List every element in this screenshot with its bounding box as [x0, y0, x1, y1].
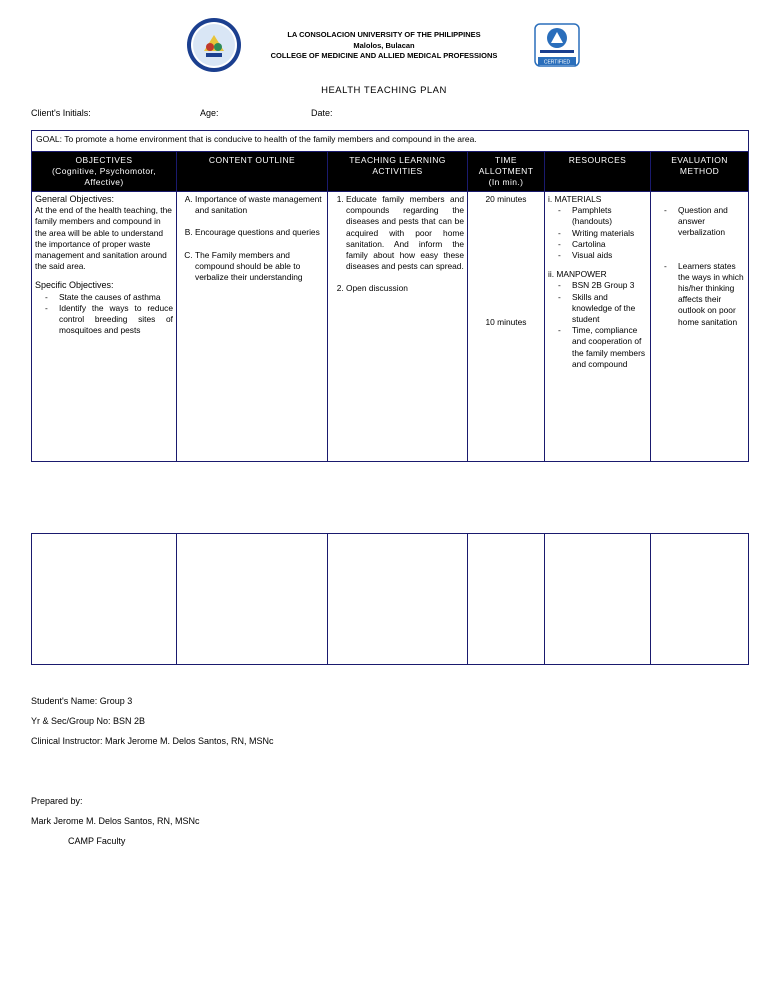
time-value: 20 minutes	[485, 194, 527, 204]
materials-list	[548, 205, 647, 261]
header-evaluation-method-text: EVALUATION METHOD	[671, 155, 728, 176]
blank-cell	[468, 534, 545, 665]
header-content-outline	[177, 152, 328, 192]
list-item: - Pamphlets (handouts)	[572, 205, 647, 227]
clinical-instructor: Clinical Instructor: Mark Jerome M. Delos Santos, RN, MSNc	[31, 736, 274, 746]
header-objectives-text: OBJECTIVES (Cognitive, Psychomotor, Affective)	[51, 155, 157, 187]
blank-cell	[545, 534, 651, 665]
time-allotment-cell	[468, 192, 545, 462]
header-resources-text: RESOURCES	[568, 155, 627, 165]
manpower-list	[548, 280, 647, 370]
general-objectives-text: At the end of the health teaching, the family members and compound in the area will be able to understand the importance of proper waste management and sanitation around the said area.	[35, 205, 172, 272]
materials-title: i. MATERIALS	[548, 194, 602, 204]
svg-text:CERTIFIED: CERTIFIED	[543, 59, 571, 66]
institution-header	[250, 30, 518, 62]
list-item: - Writing materials	[572, 228, 647, 239]
list-item: 2. Open discussion	[346, 283, 464, 294]
list-item: - Question and answer verbalization	[678, 205, 745, 239]
university-location: Malolos, Bulacan	[353, 40, 415, 50]
student-name: Student's Name: Group 3	[31, 696, 133, 706]
year-section: Yr & Sec/Group No: BSN 2B	[31, 716, 146, 726]
list-item: - Time, compliance and cooperation of the family members and compound	[572, 325, 647, 370]
list-item: C. The Family members and compound should be able to verbalize their understanding	[195, 250, 324, 284]
tuv-certified-badge-icon	[534, 23, 580, 67]
header-content-outline-text: CONTENT OUTLINE	[208, 155, 296, 165]
evaluation-method-cell	[651, 192, 749, 462]
content-outline-list	[180, 194, 324, 283]
list-item: - Identify the ways to reduce control breeding sites of mosquitoes and pests	[59, 303, 173, 337]
header-time-allotment-text: TIME ALLOTMENT (In min.)	[478, 155, 534, 187]
header-teaching-activities-text: TEACHING LEARNING ACTIVITIES	[349, 155, 446, 176]
list-item: - Skills and knowledge of the student	[572, 292, 647, 326]
teaching-activities-list	[331, 194, 464, 295]
preparer-position: CAMP Faculty	[68, 836, 126, 846]
table-row	[32, 192, 749, 462]
university-name: LA CONSOLACION UNIVERSITY OF THE PHILIPPINES	[287, 30, 481, 39]
list-item: B. Encourage questions and queries	[195, 227, 324, 238]
evaluation-list	[654, 205, 745, 328]
list-item: - BSN 2B Group 3	[572, 280, 647, 291]
goal-statement: GOAL: To promote a home environment that is conducive to health of the family members and compound in the area.	[32, 131, 749, 152]
client-date-label: Date:	[311, 108, 333, 118]
preparer-name: Mark Jerome M. Delos Santos, RN, MSNc	[31, 816, 200, 826]
blank-cell	[177, 534, 328, 665]
list-item: A. Importance of waste management and sanitation	[195, 194, 324, 216]
header-objectives	[32, 152, 177, 192]
resources-cell	[545, 192, 651, 462]
list-item: - State the causes of asthma	[59, 292, 173, 303]
health-teaching-plan-table	[31, 130, 749, 462]
list-item: - Learners states the ways in which his/her thinking affects their outlook on poor home sanitation	[678, 261, 745, 328]
content-outline-cell	[177, 192, 328, 462]
objectives-cell	[32, 192, 177, 462]
blank-cell	[651, 534, 749, 665]
specific-objectives-title: Specific Objectives:	[35, 280, 114, 291]
general-objectives-title: General Objectives:	[35, 194, 115, 204]
header-resources	[545, 152, 651, 192]
document-title: HEALTH TEACHING PLAN	[321, 85, 447, 96]
blank-cell	[32, 534, 177, 665]
header-teaching-activities	[328, 152, 468, 192]
table-row	[32, 534, 749, 665]
blank-cell	[328, 534, 468, 665]
client-age-label: Age:	[200, 108, 219, 118]
prepared-by-label: Prepared by:	[31, 796, 83, 806]
college-name: COLLEGE OF MEDICINE AND ALLIED MEDICAL PROFESSIONS	[270, 51, 498, 60]
list-item: - Visual aids	[572, 250, 647, 261]
list-item: 1. Educate family members and compounds regarding the diseases and pests that can be acquired with poor home sanitation. And inform the family about how easy these diseases and pests can spread.	[346, 194, 464, 272]
manpower-title: ii. MANPOWER	[548, 269, 607, 280]
header-evaluation-method	[651, 152, 749, 192]
list-item: - Cartolina	[572, 239, 647, 250]
specific-objectives-list	[35, 292, 173, 337]
blank-plan-table	[31, 533, 749, 665]
university-seal-icon	[186, 17, 242, 73]
client-initials-label: Client's Initials:	[31, 108, 91, 118]
time-value: 10 minutes	[485, 317, 527, 328]
table-header-row	[32, 152, 749, 192]
header-time-allotment	[468, 152, 545, 192]
teaching-activities-cell	[328, 192, 468, 462]
